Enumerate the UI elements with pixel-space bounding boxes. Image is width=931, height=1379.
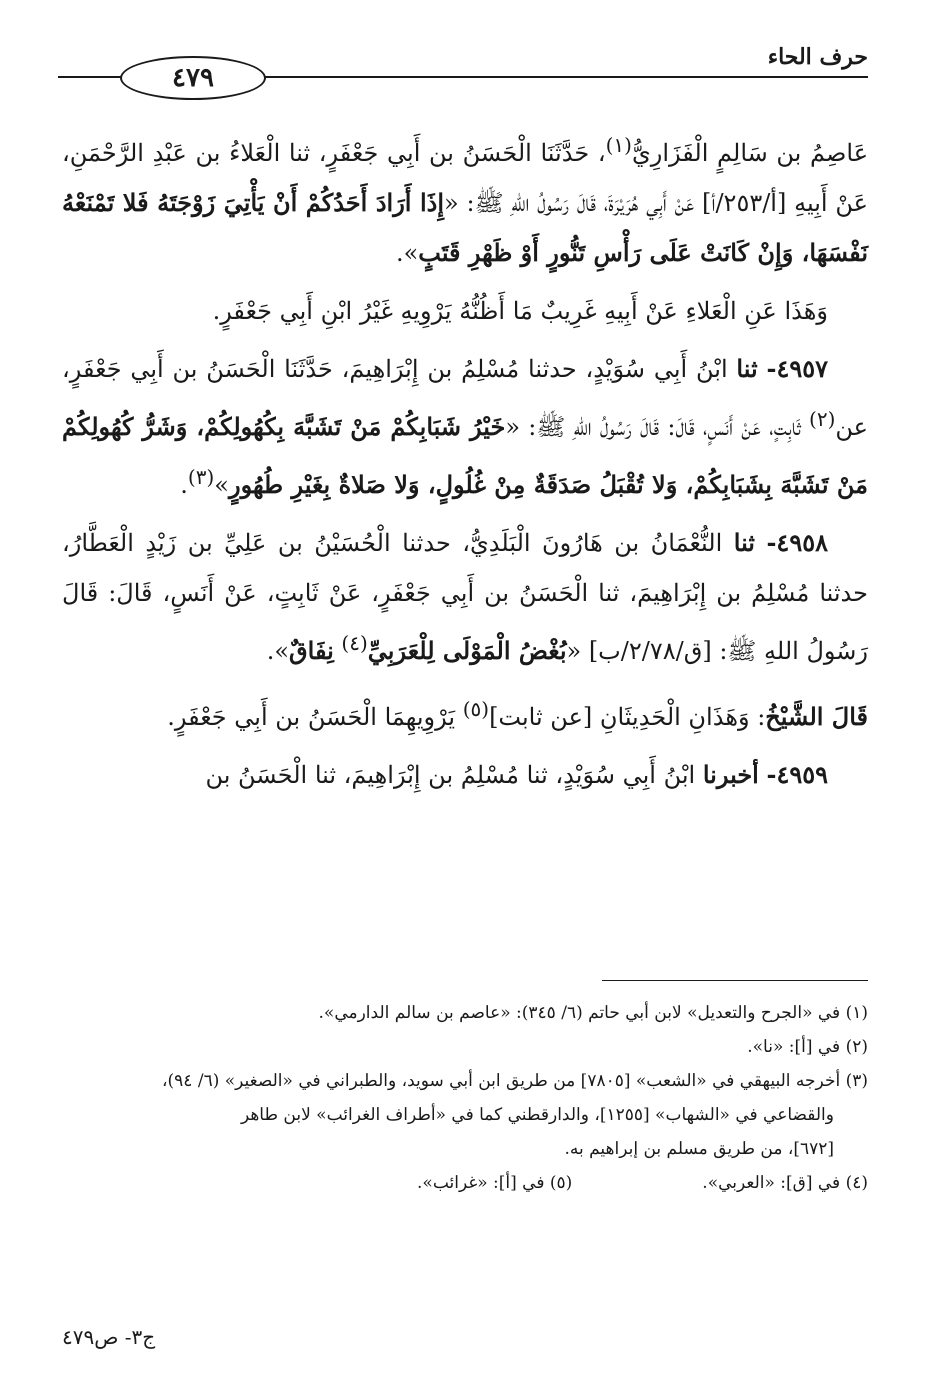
paragraph-5 — [62, 684, 868, 742]
footnote-separator — [602, 980, 868, 981]
footnote-3-line-1: (٣) أخرجه البيهقي في «الشعب» [٧٨٠٥] من طريق ابن أبي سويد، والطبراني في «الصغير» (٦/ ٩٤)، — [162, 1071, 868, 1091]
footnote-3-line-2: والقضاعي في «الشهاب» [١٢٥٥]، والدارقطني كما في «أطراف الغرائب» لابن طاهر — [240, 1105, 834, 1125]
p4-text-a: النُّعْمَانُ بن هَارُونَ الْبَلَدِيُّ، حدثنا الْحُسَيْنُ بن عَلِيِّ بن زَيْدٍ الْعَطَّارُ، حدثنا مُسْلِمُ بن إِبْرَاهِيمَ، ثنا الْحَسَنُ بن أَبِي جَعْفَرٍ، عَنْ ثَابِتٍ، عَنْ أَنَسٍ، قَالَ: قَالَ رَسُولُ اللهِ ﷺ: [ق/٢/٧٨/ب] « — [62, 529, 868, 665]
chapter-title: حرف الحاء — [767, 44, 868, 70]
p3-keyword: ثنا — [736, 354, 758, 383]
p4-keyword: ثنا — [733, 528, 755, 557]
paragraph-4 — [62, 518, 868, 676]
page-number-badge: ٤٧٩ — [120, 56, 266, 100]
footnote-ref-2: (٢) — [809, 407, 836, 431]
p1-text-b: ، حَدَّثَنَا الْحَسَنُ بن أَبِي جَعْفَرٍ، ثنا الْعَلاءُ بن عَبْدِ الرَّحْمَنِ، عَنْ أَبِيهِ [أ/٢٥٣/أ] عَنْ أَبِي هُرَيْرَةَ، قَالَ رَسُولُ اللهِ ﷺ: « — [62, 139, 869, 217]
hadith-number-4957: ٤٩٥٧- — [766, 354, 828, 383]
footnote-4: (٤) في [ق]: «العربي». — [702, 1173, 868, 1193]
paragraph-1 — [62, 120, 868, 278]
p3-hadith: خَيْرُ شَبَابِكُمْ مَنْ تَشَبَّهَ بِكُهُولِكُمْ، وَشَرُّ كُهُولِكُمْ مَنْ تَشَبَّهَ بِشَبَابِكُمْ، وَلا تُقْبَلُ صَدَقَةٌ مِنْ غُلُولٍ، وَلا صَلاةٌ بِغَيْرِ طُهُورٍ — [62, 412, 868, 499]
footnote-ref-1: (١) — [605, 133, 632, 157]
page-header — [58, 40, 868, 100]
p5-text-a: : وَهَذَانِ الْحَدِيثَانِ [عن ثابت] — [489, 703, 766, 731]
footnote-3-line-3: [٦٧٢]، من طريق مسلم بن إبراهيم به. — [564, 1139, 834, 1159]
volume-page-reference: ج٣- ص٤٧٩ — [62, 1325, 156, 1349]
paragraph-6 — [62, 750, 868, 800]
p3-text-d: . — [180, 471, 188, 499]
p1-text-c: ». — [395, 239, 419, 267]
p6-text-a: ابْنُ أَبِي سُوَيْدٍ، ثنا مُسْلِمُ بن إِبْرَاهِيمَ، ثنا الْحَسَنُ بن — [205, 761, 696, 789]
p4-hadith-b: نِفَاقٌ — [289, 636, 334, 665]
footnote-2: (٢) في [أ]: «نا». — [747, 1037, 868, 1057]
hadith-number-4958: ٤٩٥٨- — [766, 528, 828, 557]
p1-text-a: عَاصِمُ بن سَالِمٍ الْفَزَارِيُّ — [631, 139, 869, 167]
hadith-number-4959: ٤٩٥٩- — [766, 760, 828, 789]
footnote-ref-5: (٥) — [462, 697, 490, 721]
p4-text-c: ». — [266, 637, 290, 665]
paragraph-2: وَهَذَا عَنِ الْعَلاءِ عَنْ أَبِيهِ غَرِيبٌ مَا أَظُنُّهُ يَرْوِيهِ غَيْرُ ابْنِ أَبِي جَعْفَرٍ. — [212, 297, 828, 325]
footnote-5: (٥) في [أ]: «غرائب». — [417, 1173, 573, 1193]
paragraph-3 — [62, 344, 868, 510]
main-text — [62, 120, 868, 800]
p3-text-a: ابْنُ أَبِي سُوَيْدٍ، حدثنا مُسْلِمُ بن إِبْرَاهِيمَ، حَدَّثَنَا الْحَسَنُ بن أَبِي جَعْفَرٍ، عن — [62, 355, 868, 441]
p3-text-b: ثَابِتٍ، عَنْ أَنَسٍ، قَالَ: قَالَ رَسُولُ اللهِ ﷺ: « — [505, 413, 801, 441]
p1-hadith: إِذَا أَرَادَ أَحَدُكُمْ أَنْ يَأْتِيَ زَوْجَتَهُ فَلا تَمْنَعْهُ نَفْسَهَا، وَإِنْ كَانَتْ عَلَى رَأْسِ تَنُّورٍ أَوْ ظَهْرِ قَتَبٍ — [62, 188, 868, 267]
footnote-ref-4: (٤) — [341, 631, 368, 655]
p3-text-c: » — [214, 471, 229, 499]
footnote-1: (١) في «الجرح والتعديل» لابن أبي حاتم (٦/ ٣٤٥): «عاصم بن سالم الدارمي». — [318, 1003, 868, 1023]
p5-keyword: قَالَ الشَّيْخُ — [765, 702, 868, 731]
p4-hadith-a: بُغْضُ الْمَوْلَى لِلْعَرَبِيِّ — [367, 636, 567, 665]
footnote-4-5-row — [62, 1166, 868, 1200]
footnote-ref-3: (٣) — [187, 465, 215, 489]
footnotes — [62, 996, 868, 1200]
p5-text-b: يَرْوِيهِمَا الْحَسَنُ بن أَبِي جَعْفَرٍ. — [167, 703, 456, 731]
p6-keyword: أخبرنا — [702, 760, 759, 789]
